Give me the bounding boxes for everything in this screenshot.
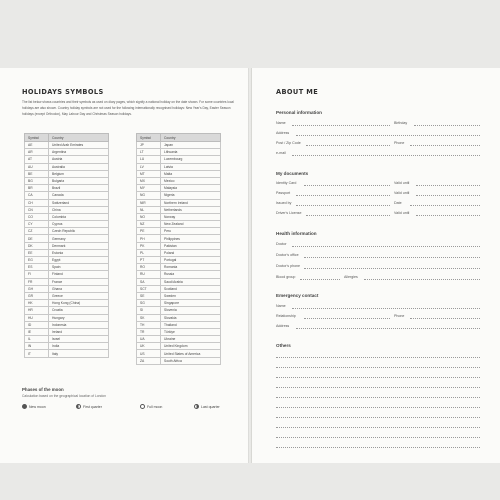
country-name: Mexico [161, 177, 221, 184]
table-row [137, 170, 221, 177]
first-quarter-label: First quarter [83, 404, 102, 409]
country-name: Italy [49, 350, 109, 357]
doctors-phone-line[interactable] [304, 268, 480, 269]
country-symbol: RU [137, 271, 161, 278]
table-row [137, 142, 221, 149]
moon-phases-calculation-note: Calculation based on the geographical location of London [22, 394, 106, 398]
table-row [25, 343, 109, 350]
country-name: China [49, 206, 109, 213]
table-row [137, 185, 221, 192]
country-symbol: FR [25, 278, 49, 285]
country-symbol: LU [137, 156, 161, 163]
table-row [25, 292, 109, 299]
country-symbol: AE [25, 142, 49, 149]
country-name: Slovakia [161, 314, 221, 321]
table-row [137, 149, 221, 156]
country-symbol: CO [25, 213, 49, 220]
country-name: Pakistan [161, 242, 221, 249]
table-row [137, 228, 221, 235]
table-row [137, 235, 221, 242]
passport-valid-until-line[interactable] [416, 195, 480, 196]
license-valid-until-line[interactable] [416, 215, 480, 216]
country-name: Romania [161, 264, 221, 271]
date-line[interactable] [410, 205, 480, 206]
country-name: Malta [161, 170, 221, 177]
country-symbol: MT [137, 170, 161, 177]
others-line[interactable] [276, 427, 480, 428]
table-row [25, 149, 109, 156]
table-row [137, 213, 221, 220]
others-line[interactable] [276, 417, 480, 418]
country-name: Spain [49, 264, 109, 271]
country-name: Colombia [49, 213, 109, 220]
country-name: Israel [49, 336, 109, 343]
doctors-office-line[interactable] [304, 257, 480, 258]
table-row [137, 321, 221, 328]
country-symbol: CZ [25, 228, 49, 235]
new-moon-icon [22, 404, 27, 409]
table-row [137, 278, 221, 285]
country-name: Estonia [49, 249, 109, 256]
country-symbol: MX [137, 177, 161, 184]
country-symbol: JP [137, 142, 161, 149]
doctors-phone-label: Doctor's phone [276, 264, 301, 268]
country-name: Poland [161, 249, 221, 256]
country-symbol: SE [137, 292, 161, 299]
license-valid-until-label: Valid until [394, 211, 410, 215]
country-symbol: HK [25, 300, 49, 307]
health-information-heading: Health information [276, 231, 317, 236]
emergency-name-label: Name [276, 304, 286, 308]
country-name: Malaysia [161, 185, 221, 192]
country-symbol: AR [25, 149, 49, 156]
country-symbol: AT [25, 156, 49, 163]
column-header-symbol: Symbol [25, 134, 49, 142]
drivers-license-label: Driver's License [276, 211, 302, 215]
relationship-label: Relationship [276, 314, 296, 318]
table-row [137, 285, 221, 292]
full-moon-icon [140, 404, 145, 409]
doctor-line[interactable] [292, 246, 480, 247]
others-line[interactable] [276, 437, 480, 438]
country-symbol: FI [25, 271, 49, 278]
country-name: Indonesia [49, 321, 109, 328]
emergency-name-line[interactable] [292, 308, 480, 309]
country-name: Scotland [161, 285, 221, 292]
table-row [25, 206, 109, 213]
country-symbol: UK [137, 343, 161, 350]
country-name: Norway [161, 213, 221, 220]
table-row [25, 285, 109, 292]
table-row [25, 264, 109, 271]
table-row [25, 278, 109, 285]
blood-group-label: Blood group [276, 275, 296, 279]
about-me-title: ABOUT ME [276, 88, 319, 96]
email-label: e-mail [276, 151, 286, 155]
country-name: Slovenia [161, 307, 221, 314]
country-symbol: SA [137, 278, 161, 285]
table-row [137, 307, 221, 314]
table-row [137, 249, 221, 256]
table-row [25, 177, 109, 184]
country-symbol: LT [137, 149, 161, 156]
country-name: Peru [161, 228, 221, 235]
country-name: Latvia [161, 163, 221, 170]
table-row [137, 264, 221, 271]
country-name: Japan [161, 142, 221, 149]
table-row [25, 307, 109, 314]
table-row [25, 228, 109, 235]
country-symbol: TH [137, 321, 161, 328]
table-row [137, 163, 221, 170]
table-row [25, 300, 109, 307]
country-symbol: EE [25, 249, 49, 256]
country-symbol: PK [137, 242, 161, 249]
country-name: Egypt [49, 257, 109, 264]
country-name: Ghana [49, 285, 109, 292]
blood-group-line[interactable] [300, 279, 340, 280]
others-line[interactable] [276, 447, 480, 448]
table-row [137, 156, 221, 163]
country-name: Singapore [161, 300, 221, 307]
table-row [25, 321, 109, 328]
table-row [137, 257, 221, 264]
table-row [25, 314, 109, 321]
country-symbol: PH [137, 235, 161, 242]
holidays-symbols-title: HOLIDAYS SYMBOLS [22, 88, 104, 96]
table-row [25, 199, 109, 206]
country-symbol: PT [137, 257, 161, 264]
country-symbol: CY [25, 221, 49, 228]
country-symbol: SK [137, 314, 161, 321]
country-symbol: SG [137, 300, 161, 307]
column-header-country: Country [161, 134, 221, 142]
table-row [25, 328, 109, 335]
table-row [137, 350, 221, 357]
country-symbol: PE [137, 228, 161, 235]
date-label: Date [394, 201, 402, 205]
country-symbol: NL [137, 206, 161, 213]
identity-valid-until-line[interactable] [416, 185, 480, 186]
others-heading: Others [276, 343, 291, 348]
emergency-address-label: Address [276, 324, 290, 328]
table-row [25, 221, 109, 228]
passport-line[interactable] [296, 195, 390, 196]
table-row [137, 199, 221, 206]
country-symbol: UA [137, 336, 161, 343]
legend-full-moon [140, 404, 162, 409]
country-symbol: IN [25, 343, 49, 350]
country-name: Thailand [161, 321, 221, 328]
birthday-label: Birthday [394, 121, 408, 125]
symbols-table-left [24, 133, 109, 358]
drivers-license-line[interactable] [306, 215, 390, 216]
country-symbol: RO [137, 264, 161, 271]
personal-information-heading: Personal information [276, 110, 322, 115]
country-name: India [49, 343, 109, 350]
country-symbol: PL [137, 249, 161, 256]
address-line[interactable] [296, 135, 480, 136]
table-row [137, 292, 221, 299]
issued-by-label: Issued by [276, 201, 292, 205]
table-row [137, 192, 221, 199]
country-name: South Africa [161, 357, 221, 364]
holidays-intro-text: The list below shows countries and their symbols as used on diary pages, which signify a national holiday on the date shown. For some countries local holidays are also shown. Country holiday symbols are not used for the following internationally recognised holidays: New Year's Day, Easter Season holidays (except Orthodox), May Labour Day and Christmas Season holidays. [22, 100, 234, 116]
country-symbol: BE [25, 170, 49, 177]
name-line[interactable] [292, 125, 390, 126]
table-row [25, 336, 109, 343]
country-name: Austria [49, 156, 109, 163]
column-header-symbol: Symbol [137, 134, 161, 142]
country-symbol: CA [25, 192, 49, 199]
country-symbol: ES [25, 264, 49, 271]
table-row [137, 300, 221, 307]
country-name: Bulgaria [49, 177, 109, 184]
country-symbol: CN [25, 206, 49, 213]
table-row [137, 271, 221, 278]
legend-last-quarter [194, 404, 220, 409]
country-symbol: BR [25, 185, 49, 192]
country-name: United Kingdom [161, 343, 221, 350]
legend-new-moon [22, 404, 46, 409]
emergency-contact-heading: Emergency contact [276, 293, 319, 298]
country-name: Netherlands [161, 206, 221, 213]
others-line[interactable] [276, 357, 480, 358]
new-moon-label: New moon [29, 404, 46, 409]
country-symbol: GH [25, 285, 49, 292]
country-symbol: NG [137, 192, 161, 199]
table-row [25, 192, 109, 199]
issued-by-line[interactable] [296, 205, 390, 206]
country-symbol: LV [137, 163, 161, 170]
relationship-line[interactable] [304, 318, 390, 319]
passport-label: Passport [276, 191, 291, 195]
last-quarter-label: Last quarter [201, 404, 220, 409]
country-name: Saudi Arabia [161, 278, 221, 285]
country-name: Ukraine [161, 336, 221, 343]
country-symbol: IL [25, 336, 49, 343]
table-row [25, 257, 109, 264]
allergies-line[interactable] [364, 279, 480, 280]
emergency-phone-label: Phone [394, 314, 405, 318]
my-documents-heading: My documents [276, 171, 309, 176]
phone-line[interactable] [410, 145, 480, 146]
emergency-phone-line[interactable] [410, 318, 480, 319]
country-name: Portugal [161, 257, 221, 264]
country-symbol: HR [25, 307, 49, 314]
table-row [25, 213, 109, 220]
table-row [137, 177, 221, 184]
table-row [25, 142, 109, 149]
country-symbol: GR [25, 292, 49, 299]
country-symbol: DK [25, 242, 49, 249]
country-symbol: CH [25, 199, 49, 206]
country-name: Brazil [49, 185, 109, 192]
table-row [25, 185, 109, 192]
country-name: Greece [49, 292, 109, 299]
country-name: New Zealand [161, 221, 221, 228]
birthday-line[interactable] [414, 125, 480, 126]
identity-valid-until-label: Valid until [394, 181, 410, 185]
others-line[interactable] [276, 367, 480, 368]
table-row [25, 156, 109, 163]
legend-first-quarter [76, 404, 102, 409]
post-code-line[interactable] [306, 145, 390, 146]
passport-valid-until-label: Valid until [394, 191, 410, 195]
country-name: Sweden [161, 292, 221, 299]
country-name: Czech Republic [49, 228, 109, 235]
country-name: Canada [49, 192, 109, 199]
country-symbol: IE [25, 328, 49, 335]
table-row [25, 170, 109, 177]
country-name: Northern Ireland [161, 199, 221, 206]
others-line[interactable] [276, 377, 480, 378]
table-row [137, 343, 221, 350]
country-symbol: ID [25, 321, 49, 328]
table-row [137, 242, 221, 249]
country-name: Russia [161, 271, 221, 278]
country-name: Germany [49, 235, 109, 242]
doctor-label: Doctor [276, 242, 287, 246]
country-symbol: TR [137, 328, 161, 335]
column-header-country: Country [49, 134, 109, 142]
country-name: Hungary [49, 314, 109, 321]
table-row [25, 350, 109, 357]
moon-phases-title: Phases of the moon [22, 387, 64, 392]
country-name: Finland [49, 271, 109, 278]
others-line[interactable] [276, 407, 480, 408]
country-name: Croatia [49, 307, 109, 314]
identity-card-line[interactable] [304, 185, 390, 186]
country-symbol: US [137, 350, 161, 357]
country-symbol: ZA [137, 357, 161, 364]
email-line[interactable] [292, 155, 480, 156]
name-label: Name [276, 121, 286, 125]
table-row [25, 242, 109, 249]
country-name: Hong Kong (China) [49, 300, 109, 307]
country-name: Luxembourg [161, 156, 221, 163]
country-name: Lithuania [161, 149, 221, 156]
country-name: Cyprus [49, 221, 109, 228]
others-line[interactable] [276, 397, 480, 398]
allergies-label: Allergies [344, 275, 358, 279]
country-name: Belgium [49, 170, 109, 177]
country-symbol: EG [25, 257, 49, 264]
table-row [25, 249, 109, 256]
table-row [137, 206, 221, 213]
table-row [137, 221, 221, 228]
country-symbol: NIR [137, 199, 161, 206]
full-moon-label: Full moon [147, 404, 163, 409]
symbols-table-right [136, 133, 221, 365]
country-name: France [49, 278, 109, 285]
emergency-address-line[interactable] [296, 328, 480, 329]
identity-card-label: Identity Card [276, 181, 297, 185]
country-name: Australia [49, 163, 109, 170]
others-line[interactable] [276, 387, 480, 388]
table-row [25, 271, 109, 278]
first-quarter-moon-icon [76, 404, 81, 409]
phone-label: Phone [394, 141, 405, 145]
table-row [25, 163, 109, 170]
country-symbol: SCT [137, 285, 161, 292]
country-symbol: HU [25, 314, 49, 321]
country-name: Argentina [49, 149, 109, 156]
country-symbol: SI [137, 307, 161, 314]
country-name: Nigeria [161, 192, 221, 199]
country-symbol: NZ [137, 221, 161, 228]
country-symbol: BG [25, 177, 49, 184]
table-row [137, 336, 221, 343]
country-name: Switzerland [49, 199, 109, 206]
country-name: United Arab Emirates [49, 142, 109, 149]
country-symbol: AU [25, 163, 49, 170]
country-symbol: IT [25, 350, 49, 357]
country-symbol: NO [137, 213, 161, 220]
country-name: Ireland [49, 328, 109, 335]
country-name: United States of America [161, 350, 221, 357]
table-row [137, 357, 221, 364]
country-name: Türkiye [161, 328, 221, 335]
country-symbol: MY [137, 185, 161, 192]
country-name: Denmark [49, 242, 109, 249]
table-row [25, 235, 109, 242]
post-code-label: Post / Zip Code [276, 141, 301, 145]
address-label: Address [276, 131, 290, 135]
country-name: Philippines [161, 235, 221, 242]
table-row [137, 314, 221, 321]
doctors-office-label: Doctor's office [276, 253, 299, 257]
table-row [137, 328, 221, 335]
country-symbol: DE [25, 235, 49, 242]
last-quarter-moon-icon [194, 404, 199, 409]
